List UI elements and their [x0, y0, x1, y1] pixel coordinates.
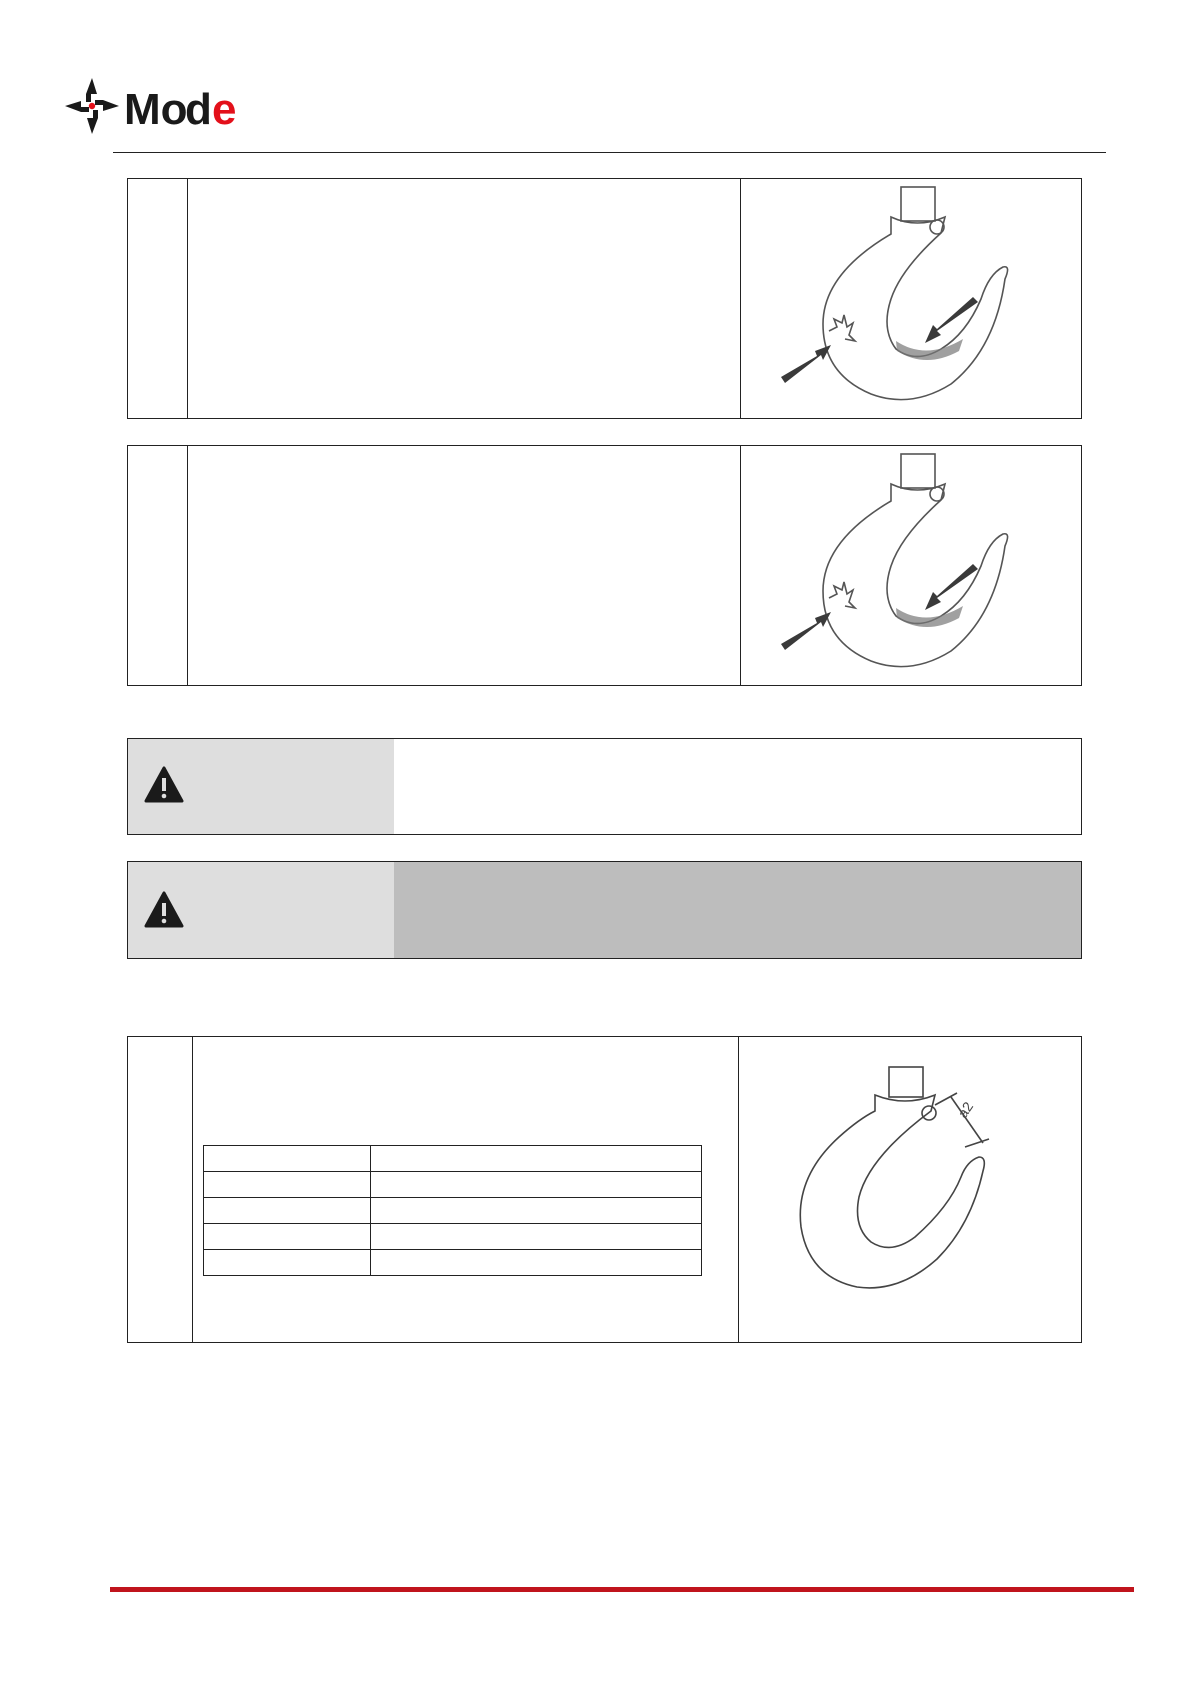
table-row: [204, 1146, 702, 1172]
hook-crack-and-wear-illustration: [741, 179, 1081, 417]
table-cell: [204, 1198, 371, 1224]
header-divider: [113, 152, 1106, 153]
hook-throat-opening-illustration: [739, 1037, 1081, 1341]
svg-text:d: d: [185, 85, 212, 134]
warning-box-1: [127, 738, 1082, 835]
table-cell: [204, 1146, 371, 1172]
step-text-cell: [187, 446, 743, 685]
hook-crack-and-wear-illustration: [740, 179, 1081, 418]
step-text-cell: [187, 179, 743, 418]
hook-crack-and-wear-illustration: [741, 446, 1081, 684]
warning-label-cell: [128, 862, 395, 958]
table-cell: [371, 1146, 702, 1172]
step-number-cell: [128, 1037, 193, 1342]
warning-triangle-icon: [144, 765, 184, 805]
table-cell: [204, 1250, 371, 1276]
table-cell: [371, 1250, 702, 1276]
warning-text-cell: [394, 739, 1081, 834]
dimension-label: a2: [954, 1098, 977, 1121]
svg-text:e: e: [212, 85, 237, 134]
warning-label-cell: [128, 739, 395, 834]
logo-mark-icon: [65, 78, 119, 134]
svg-text:Mo: Mo: [124, 85, 188, 134]
mode-logo: [64, 78, 274, 134]
footer-divider: [110, 1587, 1134, 1592]
step-number-cell: [128, 179, 188, 418]
table-cell: [371, 1172, 702, 1198]
warning-triangle-icon: [144, 890, 184, 930]
table-row: [204, 1198, 702, 1224]
table-row: [204, 1224, 702, 1250]
table-cell: [204, 1172, 371, 1198]
dimension-table: [203, 1145, 702, 1276]
table-row: [204, 1250, 702, 1276]
hook-throat-opening-illustration: [738, 1037, 1081, 1342]
inspection-step-1: [127, 178, 1082, 419]
step-number-cell: [128, 446, 188, 685]
warning-box-2: [127, 861, 1082, 959]
warning-text-cell: [394, 862, 1081, 958]
table-row: [204, 1172, 702, 1198]
table-cell: [371, 1224, 702, 1250]
table-cell: [204, 1224, 371, 1250]
table-cell: [371, 1198, 702, 1224]
hook-crack-and-wear-illustration: [740, 446, 1081, 685]
inspection-step-2: [127, 445, 1082, 686]
